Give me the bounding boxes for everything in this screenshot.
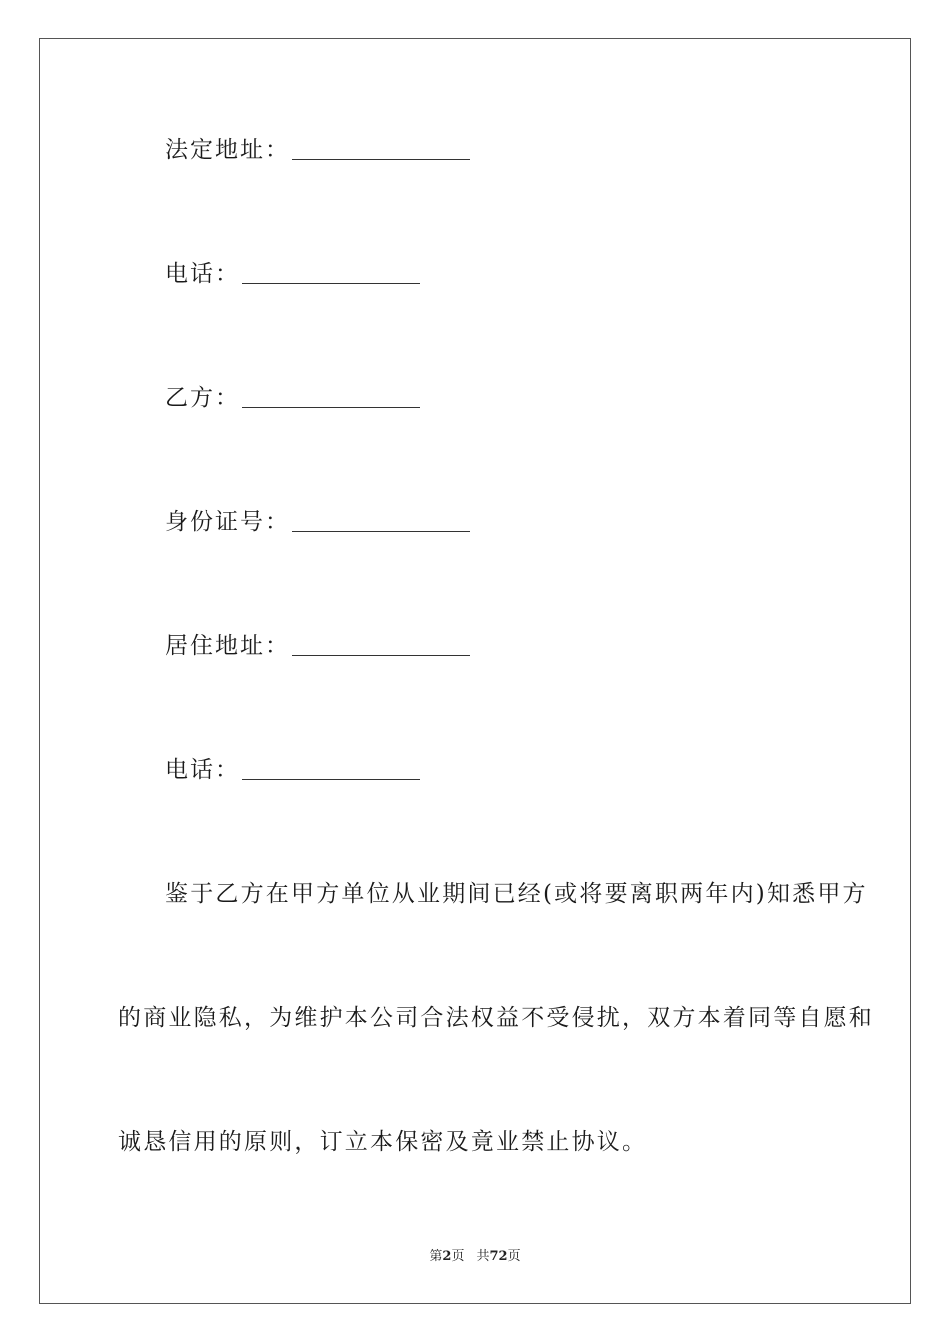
party-b-phone-blank[interactable] xyxy=(242,757,420,780)
legal-address-blank[interactable] xyxy=(292,137,470,160)
paragraph-line: 诚恳信用的原则，订立本保密及竟业禁止协议。 xyxy=(118,1129,648,1155)
id-number-field xyxy=(165,508,470,536)
party-b-label: 乙方： xyxy=(165,385,240,411)
party-a-phone-field xyxy=(165,260,420,288)
party-a-phone-blank[interactable] xyxy=(242,261,420,284)
id-number-blank[interactable] xyxy=(292,509,470,532)
total-page-number: 72 xyxy=(489,1249,508,1264)
party-a-phone-label: 电话： xyxy=(165,261,240,287)
page-suffix: 页 xyxy=(451,1249,465,1264)
residence-address-label: 居住地址： xyxy=(165,633,290,659)
residence-address-field xyxy=(165,632,470,660)
legal-address-field xyxy=(165,136,470,164)
party-b-phone-label: 电话： xyxy=(165,757,240,783)
id-number-label: 身份证号： xyxy=(165,509,290,535)
residence-address-blank[interactable] xyxy=(292,633,470,656)
current-page-number: 2 xyxy=(442,1249,452,1264)
page-prefix: 第 xyxy=(429,1249,443,1264)
total-suffix: 页 xyxy=(507,1249,521,1264)
party-b-blank[interactable] xyxy=(242,385,420,408)
paragraph-line: 鉴于乙方在甲方单位从业期间已经(或将要离职两年内)知悉甲方 xyxy=(165,881,868,907)
total-prefix: 共 xyxy=(476,1249,490,1264)
party-b-phone-field xyxy=(165,756,420,784)
page-footer xyxy=(0,1248,950,1266)
paragraph-line: 的商业隐私，为维护本公司合法权益不受侵扰，双方本着同等自愿和 xyxy=(118,1005,874,1031)
party-b-field xyxy=(165,384,420,412)
page-frame xyxy=(39,38,911,1304)
legal-address-label: 法定地址： xyxy=(165,137,290,163)
